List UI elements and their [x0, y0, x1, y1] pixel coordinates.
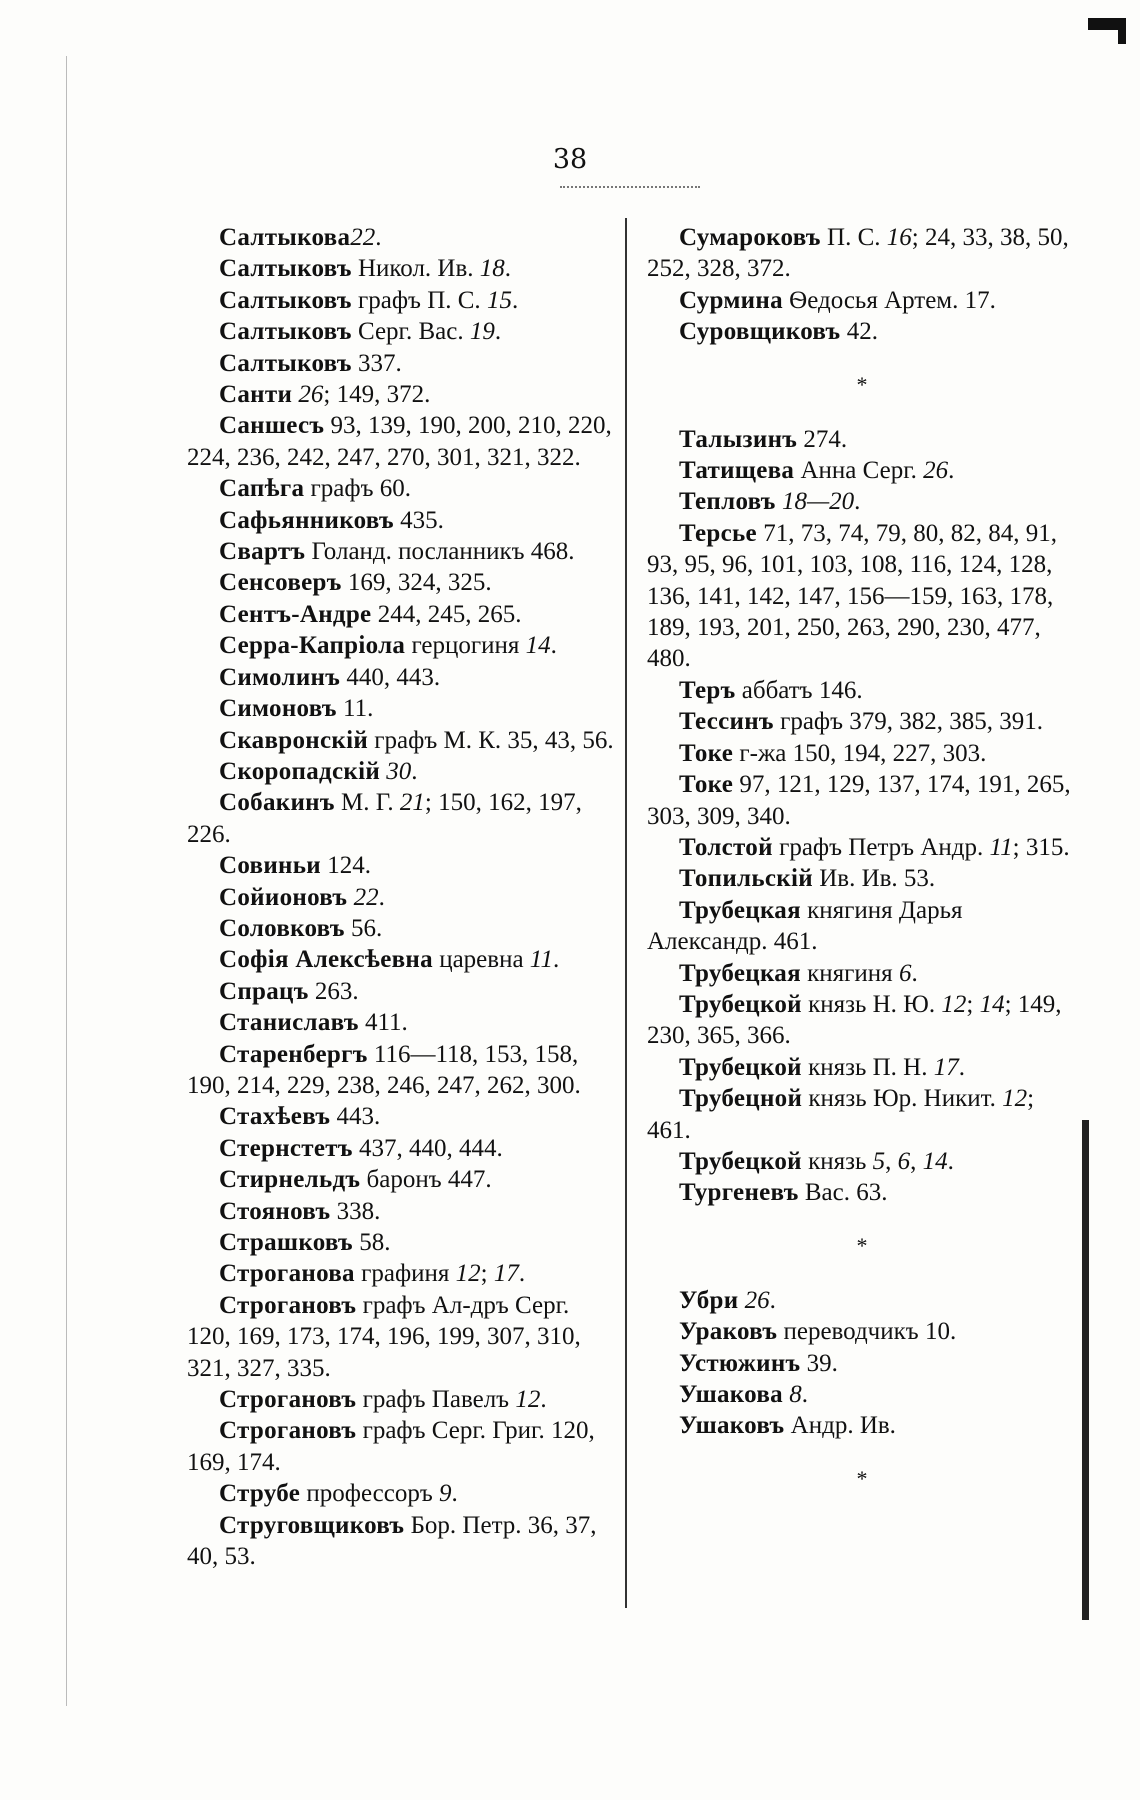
- index-entry: [187, 1007, 617, 1038]
- index-entry: [187, 1478, 617, 1509]
- index-entry: [187, 913, 617, 944]
- entry-text: графъ 379, 382, 385, 391.: [773, 708, 1044, 736]
- entry-text: Ив. Ив. 53.: [812, 865, 936, 893]
- entry-italic-ref: 11: [529, 946, 553, 974]
- entry-name: Стахѣевъ: [219, 1103, 331, 1131]
- entry-text: ; 24, 33, 38, 50, 252, 328, 372.: [647, 224, 1069, 283]
- index-entry: [187, 222, 617, 253]
- entry-name: Суровщиковъ: [679, 318, 841, 346]
- index-column-left: [187, 222, 617, 1572]
- entry-italic-ref: 9: [439, 1480, 452, 1508]
- entry-italic-ref: 22: [353, 883, 379, 911]
- entry-name: Строгановъ: [219, 1386, 357, 1414]
- entry-name: Свартъ: [219, 538, 306, 566]
- entry-name: Серра-Капріола: [219, 632, 406, 660]
- entry-name: Трубецкой: [679, 1053, 802, 1081]
- entry-text: .: [504, 255, 512, 283]
- entry-text: .: [958, 1053, 965, 1081]
- entry-name: Совиньи: [219, 852, 321, 880]
- entry-text: 244, 245, 265.: [371, 600, 522, 628]
- entry-text: 411.: [358, 1009, 408, 1037]
- index-entry: [187, 473, 617, 504]
- entry-text: профессоръ: [300, 1480, 440, 1508]
- entry-name: Строганова: [219, 1260, 355, 1288]
- entry-name: Трубецной: [679, 1085, 803, 1113]
- index-entry: [647, 1316, 1077, 1347]
- index-entry: [187, 379, 617, 410]
- entry-text: графъ Ал-дръ Серг. 120, 169, 173, 174, 196, 199, 307, 310, 321, 327, 335.: [187, 1291, 581, 1382]
- index-entry: [187, 662, 617, 693]
- entry-text: 337.: [351, 349, 402, 377]
- index-entry: [647, 895, 1077, 958]
- entry-italic-ref: 19: [469, 318, 495, 346]
- index-entry: [187, 1290, 617, 1384]
- entry-name: Строгановъ: [219, 1417, 357, 1445]
- entry-text: графъ Серг. Григ. 120, 169, 174.: [187, 1417, 595, 1476]
- entry-text: Голанд. посланникъ 468.: [305, 538, 575, 566]
- entry-text: 93, 139, 190, 200, 210, 220, 224, 236, 242, 247, 270, 301, 321, 322.: [187, 412, 612, 471]
- entry-name: Салтыковъ: [219, 255, 352, 283]
- entry-italic-ref: 22: [350, 224, 376, 251]
- index-entry: [187, 693, 617, 724]
- entry-text: .: [769, 1286, 776, 1314]
- entry-text: ,: [910, 1147, 923, 1175]
- entry-text: г-жа 150, 194, 227, 303.: [733, 739, 987, 767]
- index-entry: [647, 1285, 1077, 1316]
- entry-italic-ref: 12: [515, 1386, 541, 1414]
- index-entry: [187, 976, 617, 1007]
- index-entry: [187, 756, 617, 787]
- scan-margin-line: [66, 56, 67, 1706]
- entry-text: .: [511, 286, 519, 314]
- entry-text: княгиня Дарья Александр. 461.: [647, 896, 963, 956]
- entry-text: графъ М. К. 35, 43, 56.: [368, 726, 614, 754]
- index-entry: [647, 1379, 1077, 1410]
- section-separator: *: [856, 371, 868, 397]
- index-entry: [647, 989, 1077, 1052]
- entry-text: 169, 324, 325.: [341, 569, 492, 597]
- entry-name: Топильскій: [679, 865, 813, 893]
- entry-text: ; 149, 230, 365, 366.: [647, 990, 1062, 1050]
- entry-text: П. С.: [820, 224, 887, 251]
- entry-italic-ref: 12: [455, 1260, 481, 1288]
- entry-text: Анна Серг.: [794, 457, 924, 485]
- entry-name: Трубецкая: [679, 959, 801, 987]
- entry-name: Устюжинъ: [679, 1349, 801, 1377]
- column-divider: [625, 218, 627, 1608]
- entry-text: 56.: [344, 914, 383, 942]
- entry-name: Скавронскій: [219, 726, 369, 754]
- entry-text: 274.: [797, 425, 848, 453]
- index-entry: [187, 1101, 617, 1132]
- entry-text: Вас. 63.: [798, 1179, 888, 1207]
- entry-name: Стернстетъ: [219, 1134, 353, 1162]
- entry-text: князь Н. Ю.: [801, 990, 942, 1018]
- index-entry: [647, 455, 1077, 486]
- index-entry: [647, 1083, 1077, 1146]
- page-number: 38: [552, 144, 588, 175]
- entry-name: Терсье: [679, 519, 757, 547]
- index-entry: [187, 1164, 617, 1195]
- entry-text: 338.: [330, 1197, 381, 1225]
- entry-name: Салтыкова: [219, 224, 351, 251]
- entry-text: царевна: [432, 946, 530, 974]
- entry-name: Толстой: [679, 833, 773, 861]
- entry-name: Сенсоверъ: [219, 569, 342, 597]
- entry-italic-ref: 12: [941, 990, 967, 1018]
- index-entry: [187, 599, 617, 630]
- entry-italic-ref: 18—20: [781, 488, 855, 516]
- index-entry: [187, 285, 617, 316]
- entry-text: Бор. Петр. 36, 37, 40, 53.: [187, 1511, 597, 1571]
- entry-text: .: [550, 632, 557, 660]
- entry-text: баронъ 447.: [360, 1166, 492, 1194]
- index-entry: [187, 944, 617, 975]
- index-entry: [187, 348, 617, 379]
- section-separator: *: [856, 1232, 868, 1258]
- index-entry: [647, 863, 1077, 894]
- index-entry: [187, 1258, 617, 1289]
- entry-text: .: [854, 488, 861, 516]
- entry-text: М. Г.: [334, 789, 400, 817]
- entry-text: .: [411, 757, 418, 785]
- index-entry: [187, 1384, 617, 1415]
- entry-name: Сумароковъ: [679, 224, 821, 251]
- scan-edge-bar: [1082, 1120, 1089, 1620]
- entry-text: ,: [885, 1147, 898, 1175]
- entry-name: Струговщиковъ: [219, 1511, 405, 1539]
- index-entry: [187, 1227, 617, 1258]
- entry-italic-ref: 26: [744, 1286, 770, 1314]
- entry-name: Скоропадскій: [219, 757, 381, 785]
- index-entry: [647, 285, 1077, 316]
- entry-text: 58.: [352, 1229, 391, 1256]
- index-entry: [647, 675, 1077, 706]
- entry-text: 71, 73, 74, 79, 80, 82, 84, 91, 93, 95, 96, 101, 103, 108, 116, 124, 128, 136, 141, 142, 147, 156—159, 163, 178, 189, 193, 201, 250, 263, 290, 230, 477, 480.: [647, 519, 1057, 673]
- entry-italic-ref: 6: [897, 1147, 911, 1175]
- entry-name: Соловковъ: [219, 914, 345, 942]
- index-entry: [187, 630, 617, 661]
- entry-text: .: [540, 1386, 547, 1414]
- entry-text: герцогиня: [405, 632, 526, 660]
- entry-text: .: [801, 1381, 808, 1408]
- entry-name: Татищева: [679, 457, 795, 485]
- index-entry: [187, 1196, 617, 1227]
- entry-name: Тургеневъ: [679, 1179, 799, 1207]
- entry-italic-ref: 17: [493, 1260, 519, 1288]
- entry-italic-ref: 30: [386, 757, 412, 785]
- entry-name: Трубецкой: [679, 990, 802, 1018]
- entry-text: 116—118, 153, 158, 190, 214, 229, 238, 246, 247, 262, 300.: [187, 1040, 581, 1099]
- entry-text: .: [948, 457, 955, 485]
- entry-text: .: [552, 946, 560, 974]
- index-entry: [187, 1039, 617, 1102]
- entry-text: князь: [801, 1147, 873, 1175]
- index-entry: [647, 769, 1077, 832]
- entry-italic-ref: 6: [898, 959, 912, 987]
- entry-name: Теръ: [679, 676, 736, 704]
- entry-italic-ref: 26: [298, 381, 324, 409]
- entry-name: Сентъ-Андре: [219, 600, 372, 628]
- index-entry: [647, 518, 1077, 675]
- entry-name: Сурмина: [679, 286, 783, 314]
- entry-name: Ушакова: [679, 1381, 783, 1408]
- entry-italic-ref: 15: [486, 286, 512, 314]
- entry-italic-ref: 14: [525, 632, 551, 660]
- index-entry: [647, 832, 1077, 863]
- entry-text: .: [911, 959, 918, 987]
- index-entry: [187, 882, 617, 913]
- entry-text: 263.: [308, 977, 359, 1005]
- entry-name: Ураковъ: [679, 1318, 778, 1346]
- index-entry: [187, 1415, 617, 1478]
- entry-text: графъ Павелъ: [356, 1386, 516, 1414]
- entry-text: ; 149, 372.: [323, 381, 431, 409]
- entry-text: ;: [480, 1260, 494, 1288]
- entry-name: Собакинъ: [219, 789, 335, 817]
- entry-text: 443.: [330, 1103, 381, 1131]
- entry-name: Убри: [679, 1286, 739, 1314]
- entry-name: Сафьянниковъ: [219, 506, 394, 534]
- entry-italic-ref: 14: [979, 990, 1005, 1018]
- entry-italic-ref: 14: [922, 1147, 948, 1175]
- entry-name: Струбе: [219, 1480, 301, 1508]
- entry-text: .: [378, 883, 385, 911]
- entry-text: 39.: [800, 1349, 838, 1377]
- entry-text: 11.: [336, 695, 374, 723]
- entry-name: Стирнельдъ: [219, 1166, 361, 1194]
- entry-name: Салтыковъ: [219, 318, 352, 346]
- index-entry: [187, 505, 617, 536]
- index-entry: [187, 410, 617, 473]
- entry-name: Тепловъ: [679, 488, 776, 516]
- entry-italic-ref: 12: [1002, 1085, 1028, 1113]
- entry-name: Ушаковъ: [679, 1412, 785, 1440]
- entry-text: ; 150, 162, 197, 226.: [187, 789, 582, 848]
- index-entry: [647, 222, 1077, 285]
- entry-text: .: [451, 1480, 458, 1508]
- index-entry: [647, 316, 1077, 347]
- entry-text: 42.: [840, 318, 878, 346]
- entry-name: Салтыковъ: [219, 286, 352, 314]
- entry-name: Токе: [679, 739, 734, 767]
- entry-name: Трубецкая: [679, 896, 801, 924]
- entry-name: Сапѣга: [219, 475, 305, 503]
- entry-name: Софія Алексѣевна: [219, 946, 433, 974]
- entry-name: Талызинъ: [679, 425, 798, 453]
- entry-name: Токе: [679, 771, 734, 799]
- entry-name: Станиславъ: [219, 1009, 359, 1037]
- entry-name: Тессинъ: [679, 708, 774, 736]
- entry-text: ; 461.: [647, 1085, 1035, 1144]
- index-entry: [647, 424, 1077, 455]
- entry-name: Саншесъ: [219, 412, 325, 440]
- index-entry: [647, 1348, 1077, 1379]
- index-entry: [187, 567, 617, 598]
- index-entry: [187, 1133, 617, 1164]
- entry-name: Стояновъ: [219, 1197, 331, 1225]
- entry-text: Серг. Вас.: [351, 318, 470, 346]
- entry-text: 435.: [393, 506, 444, 534]
- index-entry: [647, 1052, 1077, 1083]
- section-separator: *: [856, 1465, 868, 1491]
- entry-text: Никол. Ив.: [351, 255, 480, 283]
- entry-italic-ref: 17: [933, 1053, 959, 1081]
- entry-name: Строгановъ: [219, 1291, 357, 1319]
- entry-italic-ref: 11: [989, 833, 1013, 861]
- index-column-right: [647, 222, 1077, 1518]
- entry-name: Сойионовъ: [219, 883, 348, 911]
- index-entry: [647, 1410, 1077, 1441]
- index-entry: [647, 706, 1077, 737]
- entry-text: 440, 443.: [340, 663, 441, 691]
- entry-text: князь Юр. Никит.: [802, 1085, 1003, 1113]
- entry-italic-ref: 18: [479, 255, 505, 283]
- index-entry: [647, 486, 1077, 517]
- index-entry: [647, 1177, 1077, 1208]
- entry-name: Трубецкой: [679, 1147, 802, 1175]
- entry-name: Симоновъ: [219, 695, 337, 723]
- entry-italic-ref: 16: [886, 224, 912, 251]
- entry-text: .: [375, 224, 382, 251]
- entry-text: переводчикъ 10.: [777, 1318, 957, 1346]
- index-entry: [187, 316, 617, 347]
- entry-text: графиня: [354, 1260, 456, 1288]
- index-entry: [187, 725, 617, 756]
- entry-text: 437, 440, 444.: [352, 1134, 503, 1162]
- entry-name: Салтыковъ: [219, 349, 352, 377]
- index-entry: [187, 787, 617, 850]
- entry-italic-ref: 8: [789, 1381, 802, 1408]
- entry-text: княгиня: [800, 959, 899, 987]
- entry-name: Санти: [219, 381, 293, 409]
- entry-text: Ѳедосья Артем. 17.: [782, 286, 996, 314]
- scan-edge-mark: [1118, 18, 1126, 44]
- entry-italic-ref: 26: [923, 457, 949, 485]
- index-entry: [187, 536, 617, 567]
- entry-text: аббатъ 146.: [735, 676, 863, 704]
- entry-name: Симолинъ: [219, 663, 341, 691]
- index-entry: [187, 253, 617, 284]
- entry-text: ; 315.: [1012, 833, 1070, 861]
- index-entry: [187, 1510, 617, 1573]
- index-entry: [647, 738, 1077, 769]
- entry-name: Старенбергъ: [219, 1040, 368, 1068]
- entry-text: графъ Петръ Андр.: [772, 833, 990, 861]
- entry-text: .: [494, 318, 502, 346]
- index-entry: [187, 850, 617, 881]
- entry-text: 124.: [320, 852, 371, 880]
- entry-name: Страшковъ: [219, 1229, 353, 1256]
- entry-text: .: [947, 1147, 954, 1175]
- index-entry: [647, 958, 1077, 989]
- entry-name: Спрацъ: [219, 977, 309, 1005]
- entry-italic-ref: 5: [872, 1147, 886, 1175]
- entry-text: князь П. Н.: [801, 1053, 934, 1081]
- entry-text: Андр. Ив.: [784, 1412, 896, 1440]
- entry-italic-ref: 21: [399, 789, 425, 817]
- entry-text: .: [518, 1260, 526, 1288]
- entry-text: ;: [966, 990, 980, 1018]
- index-entry: [647, 1146, 1077, 1177]
- entry-text: 97, 121, 129, 137, 174, 191, 265, 303, 309, 340.: [647, 771, 1071, 830]
- header-rule: [560, 186, 700, 188]
- entry-text: графъ 60.: [304, 475, 412, 503]
- entry-text: графъ П. С.: [351, 286, 487, 314]
